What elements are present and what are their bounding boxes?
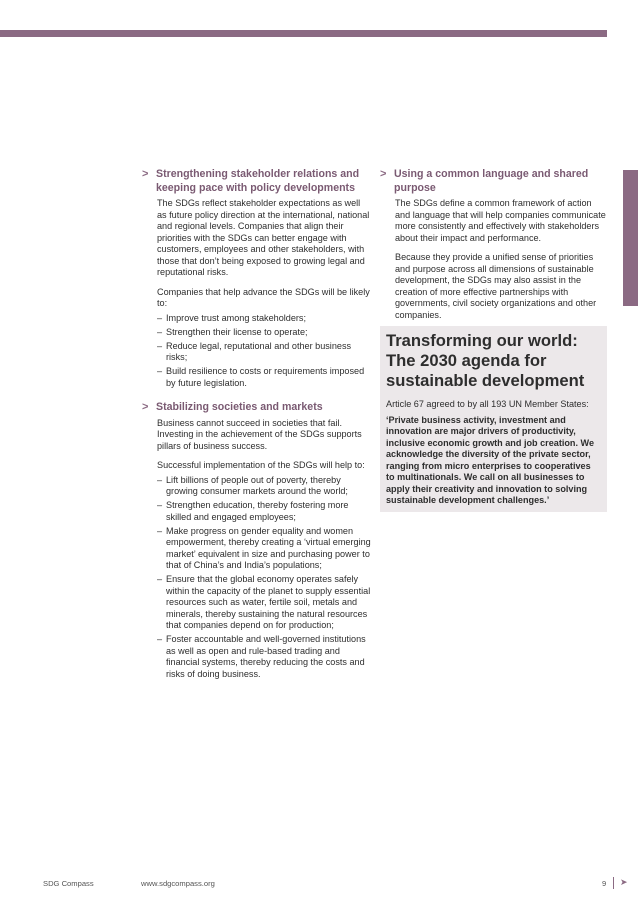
left-column bbox=[142, 168, 372, 692]
list-item: – Strengthen their license to operate; bbox=[157, 326, 308, 337]
paragraph: Because they provide a unified sense of priorities and purpose across all dimensions of sustainable development, the SDGs may also assist in the creation of more effective partnerships with governments, civil society organizations and other companies. bbox=[395, 252, 597, 320]
paragraph: Successful implementation of the SDGs will help to: bbox=[157, 460, 365, 470]
section-heading: Using a common language and shared purpose bbox=[394, 168, 589, 194]
section-stakeholder-relations bbox=[142, 168, 372, 389]
arrow-icon: ➤ bbox=[620, 877, 628, 887]
footer-divider bbox=[613, 877, 614, 889]
chevron-right-icon: > bbox=[142, 401, 149, 413]
bullet-list bbox=[157, 313, 372, 390]
paragraph: The SDGs reflect stakeholder expectations as well as future policy direction at the international, national and regional levels. Companies that align their priorities with the SDGs can better engage with customers, employees and other stakeholders, with those that don’t being exposed to growing legal and reputational risks. bbox=[157, 198, 370, 277]
right-column bbox=[380, 168, 608, 333]
callout-quote: ‘Private business activity, investment and innovation are major drivers of productivity, inclusive economic growth and job creation. We acknowledge the diversity of the private sector, ranging from micro enterprises to cooperatives to multinationals. We call on all businesses to apply their creativity and innovation to solving sustainable development challenges.’ bbox=[386, 414, 595, 505]
callout-box bbox=[380, 326, 607, 512]
callout-subtitle: Article 67 agreed to by all 193 UN Member States: bbox=[386, 399, 589, 409]
list-item: – Reduce legal, reputational and other business risks; bbox=[157, 340, 352, 362]
section-side-tab bbox=[623, 170, 638, 306]
chevron-right-icon: > bbox=[142, 168, 149, 180]
list-item: – Build resilience to costs or requirements imposed by future legislation. bbox=[157, 366, 365, 388]
paragraph: Business cannot succeed in societies that fail. Investing in the achievement of the SDGs supports pillars of business success. bbox=[157, 417, 362, 451]
section-stabilizing-societies bbox=[142, 401, 372, 680]
list-item: – Make progress on gender equality and women empowerment, thereby creating a ‘virtual emerging market’ equivalent in size and purchasing power to that of China’s and India’s populations; bbox=[157, 525, 371, 570]
list-item: – Strengthen education, thereby fostering more skilled and engaged employees; bbox=[157, 500, 349, 522]
list-item: – Ensure that the global economy operates safely within the capacity of the planet to supply essential resources such as water, fertile soil, metals and minerals, thereby sustaining the natural resources that companies depend on for production; bbox=[157, 574, 371, 630]
footer-url[interactable]: www.sdgcompass.org bbox=[141, 879, 215, 888]
section-heading: Strengthening stakeholder relations and keeping pace with policy developments bbox=[156, 168, 360, 194]
section-common-language bbox=[380, 168, 608, 321]
top-accent-bar bbox=[0, 30, 607, 37]
list-item: – Lift billions of people out of poverty, thereby growing consumer markets around the world; bbox=[157, 474, 348, 496]
section-heading: Stabilizing societies and markets bbox=[156, 401, 323, 413]
paragraph: The SDGs define a common framework of action and language that will help companies communicate more consistently and effectively with stakeholders about their impact and performance. bbox=[395, 198, 606, 243]
page-number: 9 bbox=[602, 879, 607, 888]
list-item: – Improve trust among stakeholders; bbox=[157, 312, 307, 323]
callout-title: Transforming our world: The 2030 agenda for sustainable development bbox=[386, 331, 585, 390]
footer-brand: SDG Compass bbox=[43, 879, 94, 888]
paragraph: Companies that help advance the SDGs will be likely to: bbox=[157, 286, 370, 308]
bullet-list bbox=[157, 475, 372, 681]
list-item: – Foster accountable and well-governed institutions as well as open and rule-based trading and financial systems, thereby reducing the costs and risks of doing business. bbox=[157, 634, 366, 679]
chevron-right-icon: > bbox=[380, 168, 387, 180]
